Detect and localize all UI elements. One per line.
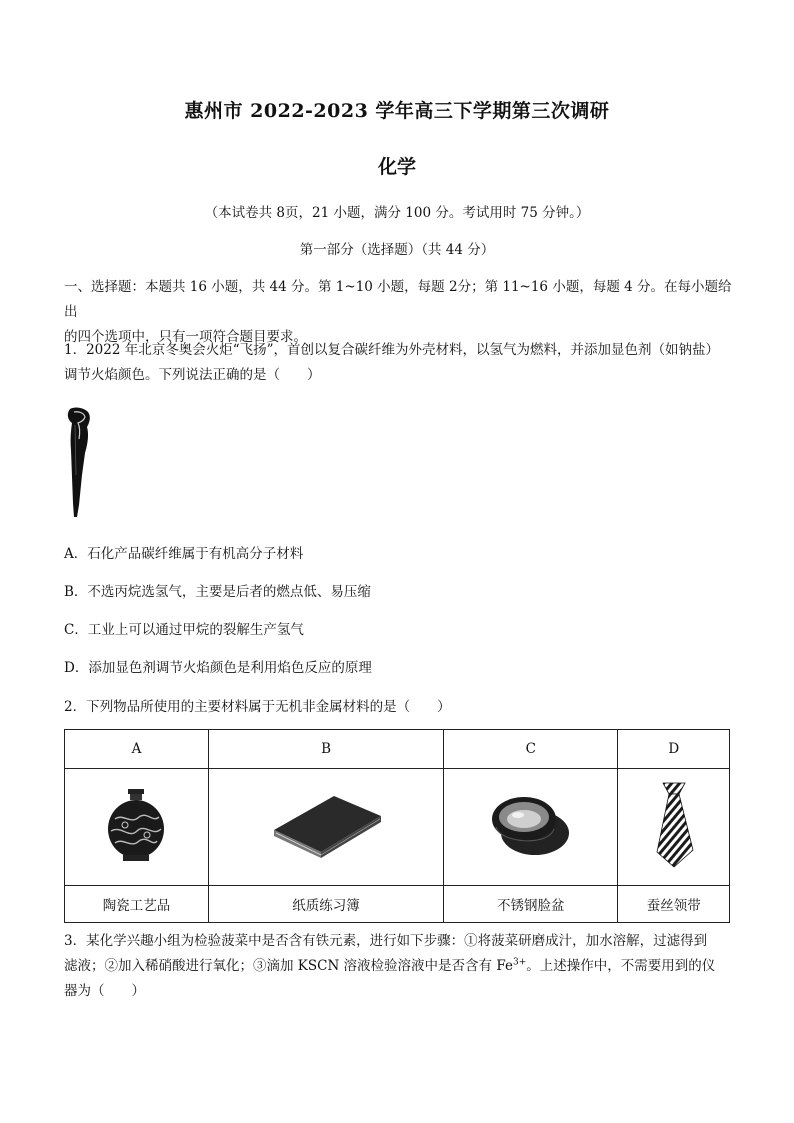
table-row: [65, 769, 730, 886]
torch-image: [62, 405, 96, 520]
instruction-line-1: 一、选择题：本题共 16 小题，共 44 分。第 1~10 小题，每题 2分；第 11~16 小题，每题 4 分。在每小题给出: [64, 279, 732, 320]
item-label-b: 纸质练习簿: [208, 886, 443, 923]
q3-line-3: 器为（ ）: [64, 983, 145, 999]
q1-option-a: A．石化产品碳纤维属于有机高分子材料: [64, 546, 304, 562]
question-3-stem: [64, 929, 734, 1004]
ceramic-vase-image: [101, 785, 171, 865]
notebook-image: [269, 790, 384, 860]
instruction-line-2: 的四个选项中，只有一项符合题目要求。: [64, 329, 307, 345]
header-cell-b: B: [208, 730, 443, 769]
header-cell-c: C: [444, 730, 618, 769]
q1-option-b: B．不选丙烷选氢气，主要是后者的燃点低、易压缩: [64, 584, 371, 600]
q1-option-d: D．添加显色剂调节火焰颜色是利用焰色反应的原理: [64, 660, 372, 676]
q1-option-c: C．工业上可以通过甲烷的裂解生产氢气: [64, 622, 304, 638]
exam-note: （本试卷共 8页，21 小题，满分 100 分。考试用时 75 分钟。）: [204, 205, 590, 221]
steel-basin-image: [488, 785, 573, 865]
header-cell-d: D: [618, 730, 730, 769]
question-1-stem: [64, 338, 734, 388]
image-cell-d: [618, 769, 730, 886]
q2-options-table: [64, 729, 730, 923]
subject-title: 化学: [377, 156, 416, 178]
q1-line-2: 调节火焰颜色。下列说法正确的是（ ）: [64, 367, 321, 383]
silk-tie-image: [649, 780, 699, 870]
header-cell-a: A: [65, 730, 209, 769]
table-row: [65, 730, 730, 769]
q1-line-1: 1．2022 年北京冬奥会火炬“飞扬”，首创以复合碳纤维为外壳材料，以氢气为燃料，并添加显色剂（如钠盐）: [64, 342, 720, 358]
question-2-stem: 2．下列物品所使用的主要材料属于无机非金属材料的是（ ）: [64, 699, 451, 715]
q3-line-2-text: 滤液；②加入稀硝酸进行氧化；③滴加 KSCN 溶液检验溶液中是否含有 Fe: [64, 958, 513, 974]
image-cell-a: [65, 769, 209, 886]
part-heading: 第一部分（选择题）（共 44 分）: [299, 242, 495, 258]
item-label-a: 陶瓷工艺品: [65, 886, 209, 923]
exam-title: 惠州市 2022-2023 学年高三下学期第三次调研: [184, 100, 610, 122]
image-cell-c: [444, 769, 618, 886]
q3-line-2: [64, 954, 734, 979]
item-label-c: 不锈钢脸盆: [444, 886, 618, 923]
charge-superscript: 3+: [512, 957, 527, 968]
image-cell-b: [208, 769, 443, 886]
q3-line-2-tail: 。上述操作中，不需要用到的仪: [526, 958, 716, 974]
q3-line-1: 3．某化学兴趣小组为检验菠菜中是否含有铁元素，进行如下步骤：①将菠菜研磨成汁，加水溶解，过滤得到: [64, 933, 708, 949]
item-label-d: 蚕丝领带: [618, 886, 730, 923]
table-row: [65, 886, 730, 923]
